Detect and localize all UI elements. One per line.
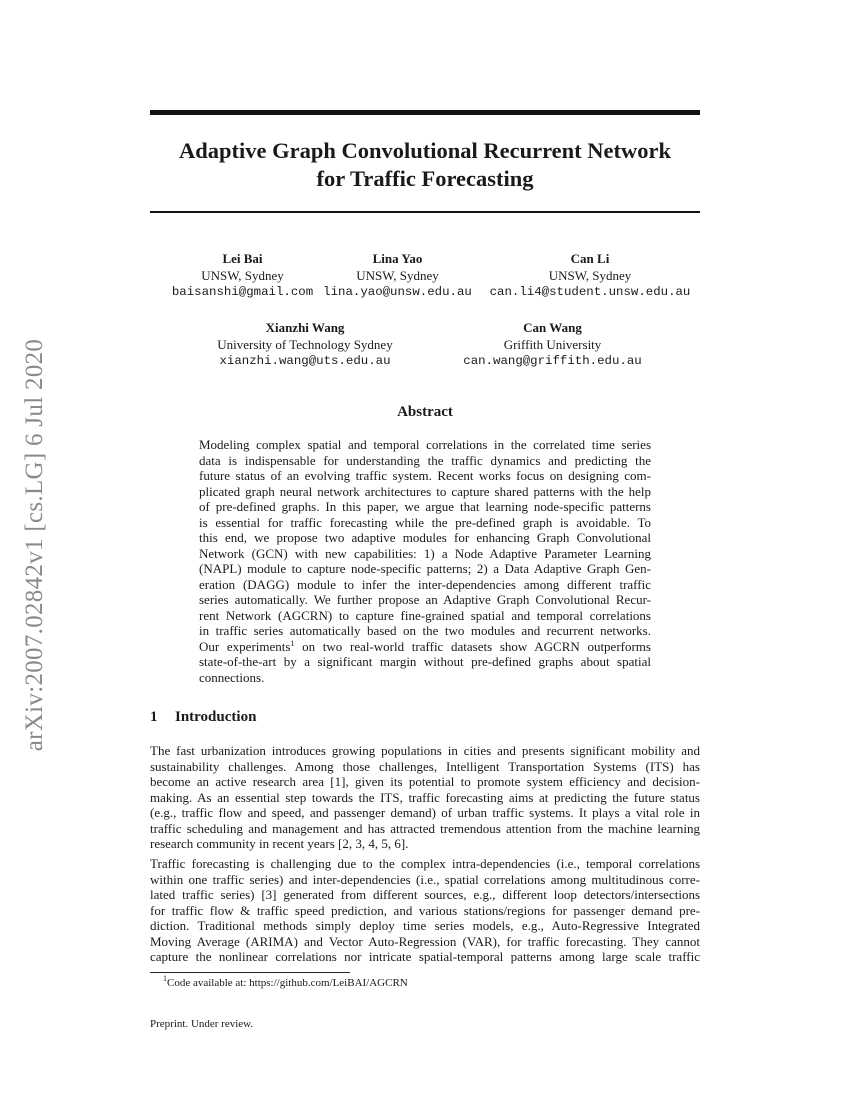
paragraph-line: (e.g., traffic flow and speed, and passenger demand) of urban traffic systems. It plays a vital role in bbox=[150, 805, 700, 820]
author-name: Can Li bbox=[570, 251, 610, 266]
abstract-line: in traffic series automatically based on the two modules and recurrent networks. bbox=[199, 623, 651, 638]
paragraph-line: traffic scheduling and management and has attracted tremendous attention from the machine learning bbox=[150, 820, 700, 836]
author-affiliation: UNSW, Sydney bbox=[201, 268, 284, 283]
abstract-line: plicated graph neural network architectures to capture shared patterns with the help bbox=[199, 483, 651, 499]
author-block-can-wang bbox=[460, 319, 645, 370]
paragraph-line: for traffic flow & traffic speed prediction, and various stations/regions for passenger demand pre- bbox=[150, 902, 700, 918]
title-line-1: Adaptive Graph Convolutional Recurrent Network bbox=[178, 138, 672, 163]
author-name: Xianzhi Wang bbox=[265, 320, 345, 335]
author-email[interactable]: can.wang@griffith.edu.au bbox=[463, 354, 642, 368]
footnote-text[interactable]: Code available at: https://github.com/LeiBAI/AGCRN bbox=[167, 977, 408, 989]
abstract-line: data is indispensable for understanding the traffic dynamics and predicting the bbox=[199, 452, 651, 468]
paragraph-line: The fast urbanization introduces growing populations in cities and presents significant mobility and bbox=[150, 743, 700, 758]
abstract-line-with-footnote bbox=[199, 639, 651, 655]
paragraph-line: diction. Traditional methods simply deploy time series models, e.g., Auto-Regressive Integrated bbox=[150, 918, 700, 933]
title-rule-bottom bbox=[150, 211, 700, 213]
arxiv-identifier: arXiv:2007.02842v1 [cs.LG] 6 Jul 2020 bbox=[21, 338, 49, 752]
abstract-heading: Abstract bbox=[397, 404, 453, 420]
section-number: 1 bbox=[150, 709, 158, 725]
section-title: Introduction bbox=[175, 709, 257, 725]
abstract-line: state-of-the-art by a significant margin without pre-defined graphs about spatial bbox=[199, 654, 651, 669]
paragraph-line: sustainability challenges. Among those challenges, Intelligent Transportation Systems (ITS) has bbox=[150, 758, 700, 774]
abstract-line: future status of an evolving traffic system. Recent works focus on designing com- bbox=[199, 468, 651, 483]
paragraph-line: Moving Average (ARIMA) and Vector Auto-Regression (VAR), for traffic forecasting. They cannot bbox=[150, 933, 700, 949]
title-rule-top bbox=[150, 110, 700, 115]
abstract-line: this end, we propose two adaptive modules for enhancing Graph Convolutional bbox=[199, 530, 651, 545]
paper-title bbox=[150, 137, 700, 193]
footnote-rule bbox=[150, 972, 350, 973]
abstract-line: rent Network (AGCRN) to capture fine-grained spatial and temporal correlations bbox=[199, 607, 651, 623]
author-email[interactable]: can.li4@student.unsw.edu.au bbox=[489, 285, 691, 299]
abstract-line: is essential for traffic forecasting while the pre-defined graph is avoidable. To bbox=[199, 514, 651, 530]
abstract-body bbox=[199, 437, 651, 685]
footnote bbox=[163, 976, 408, 990]
paragraph-line: become an active research area [1], given its potential to promote system efficiency and decision- bbox=[150, 774, 700, 789]
abstract-line: connections. bbox=[199, 669, 265, 685]
title-line-2: for Traffic Forecasting bbox=[316, 166, 534, 191]
abstract-line: Modeling complex spatial and temporal correlations in the correlated time series bbox=[199, 437, 651, 452]
intro-paragraph-1 bbox=[150, 743, 700, 852]
intro-paragraph-2 bbox=[150, 856, 700, 965]
abstract-line: eration (DAGG) module to infer the inter-dependencies among different traffic bbox=[199, 576, 651, 592]
section-heading-introduction bbox=[150, 709, 256, 726]
author-email[interactable]: xianzhi.wang@uts.edu.au bbox=[219, 354, 391, 368]
paragraph-line: research community in recent years [2, 3, 4, 5, 6]. bbox=[150, 836, 409, 851]
abstract-line: Network (GCN) with new capabilities: 1) a Node Adaptive Parameter Learning bbox=[199, 545, 651, 561]
author-affiliation: University of Technology Sydney bbox=[217, 337, 393, 352]
paragraph-line: capture the nonlinear correlations nor intricate spatial-temporal patterns among large scale traffic bbox=[150, 949, 700, 964]
author-email[interactable]: baisanshi@gmail.com bbox=[171, 285, 314, 299]
author-email[interactable]: lina.yao@unsw.edu.au bbox=[323, 285, 472, 299]
abstract-text: Our experiments bbox=[199, 638, 291, 654]
paragraph-line: lated traffic series) [3] generated from different sources, e.g., different loop detectors/intersections bbox=[150, 887, 700, 902]
author-block-can-li bbox=[485, 250, 695, 301]
author-affiliation: UNSW, Sydney bbox=[356, 268, 439, 283]
abstract-line: series automatically. We further propose an Adaptive Graph Convolutional Recur- bbox=[199, 592, 651, 607]
author-affiliation: UNSW, Sydney bbox=[548, 268, 632, 283]
abstract-line: of pre-defined graphs. In this paper, we argue that learning node-specific patterns bbox=[199, 499, 651, 514]
paragraph-line: Traffic forecasting is challenging due to the complex intra-dependencies (i.e., temporal correlations bbox=[150, 856, 700, 871]
footnote-marker[interactable]: 1 bbox=[290, 638, 295, 648]
author-name: Lina Yao bbox=[372, 251, 423, 266]
footnote-number: 1 bbox=[163, 974, 167, 983]
abstract-text: on two real-world traffic datasets show AGCRN outperforms bbox=[294, 638, 651, 654]
arxiv-side-stamp bbox=[10, 310, 60, 780]
abstract-line: (NAPL) module to capture node-specific patterns; 2) a Data Adaptive Graph Gen- bbox=[199, 561, 651, 576]
preprint-note: Preprint. Under review. bbox=[150, 1018, 254, 1030]
author-block-lei-bai bbox=[150, 250, 335, 301]
author-block-xianzhi-wang bbox=[200, 319, 410, 370]
author-name: Can Wang bbox=[523, 320, 582, 335]
paragraph-line: within one traffic series) and inter-dependencies (i.e., spatial correlations among multitudinous corre- bbox=[150, 871, 700, 887]
author-block-lina-yao bbox=[315, 250, 480, 301]
author-name: Lei Bai bbox=[222, 251, 263, 266]
author-affiliation: Griffith University bbox=[503, 337, 602, 352]
paragraph-line: making. As an essential step towards the ITS, traffic forecasting aims at predicting the future status bbox=[150, 789, 700, 805]
